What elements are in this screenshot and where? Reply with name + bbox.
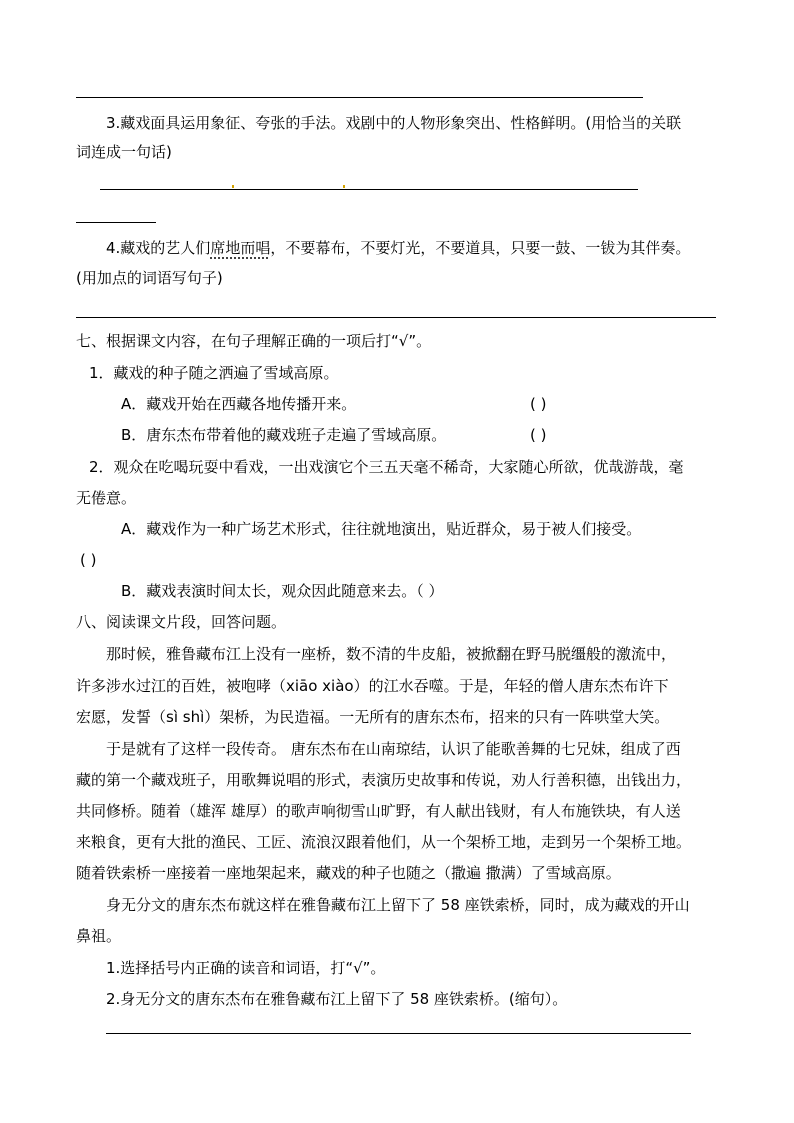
q4-dotted-phrase: 席地而唱 <box>210 239 271 257</box>
section8-heading: 八、阅读课文片段，回答问题。 <box>76 613 287 631</box>
q4-text-line1 <box>106 237 690 259</box>
q4-text-post: ，不要幕布，不要灯光，不要道具，只要一鼓、一钹为其伴奏。 <box>270 239 691 257</box>
q3-text-line1: 3.藏戏面具运用象征、夸张的手法。戏剧中的人物形象突出、性格鲜明。(用恰当的关联 <box>106 114 682 132</box>
passage-line: 藏的第一个藏戏班子，用歌舞说唱的形式，表演历史故事和传说，劝人行善积德，出钱出力， <box>76 771 692 789</box>
passage-line: 鼻祖。 <box>76 927 122 945</box>
sec7-q1-b-answer-paren[interactable]: ( ) <box>530 426 547 444</box>
sec7-q2-line1: 2．观众在吃喝玩耍中看戏，一出戏演它个三五天毫不稀奇，大家随心所欲，优哉游哉，毫 <box>89 458 684 476</box>
section7-heading: 七、根据课文内容，在句子理解正确的一项后打“√”。 <box>76 332 432 350</box>
sec7-q2-option-b: B．藏戏表演时间太长，观众因此随意来去。（ ） <box>121 582 444 600</box>
sec7-q1-option-b: B．唐东杰布带着他的藏戏班子走遍了雪域高原。 <box>121 426 447 444</box>
answer-line[interactable] <box>106 1033 691 1034</box>
q4-text-pre: 4.藏戏的艺人们 <box>106 239 211 257</box>
passage-line: 身无分文的唐东杰布就这样在雅鲁藏布江上留下了 58 座铁索桥，同时，成为藏戏的开山 <box>106 896 690 914</box>
answer-line[interactable] <box>76 97 643 98</box>
sec7-q2-line2: 无倦意。 <box>76 489 137 507</box>
passage-line: 于是就有了这样一段传奇。 唐东杰布在山南琼结，认识了能歌善舞的七兄妹，组成了西 <box>106 740 681 758</box>
passage-line: 那时候，雅鲁藏布江上没有一座桥，数不清的牛皮船，被掀翻在野马脱缰般的激流中， <box>106 645 677 663</box>
line-mark <box>343 185 345 188</box>
answer-line[interactable] <box>100 189 638 190</box>
passage-line: 许多涉水过江的百姓，被咆哮（xiāo xiào）的江水吞噬。于是，年轻的僧人唐东杰布许下 <box>76 677 669 695</box>
line-mark <box>232 185 234 188</box>
sec7-q1-option-a: A．藏戏开始在西藏各地传播开来。 <box>121 395 357 413</box>
answer-line[interactable] <box>76 317 716 318</box>
sec7-q1: 1．藏戏的种子随之洒遍了雪域高原。 <box>89 364 339 382</box>
passage-line: 随着铁索桥一座接着一座地架起来，藏戏的种子也随之（撒遍 撒满）了雪域高原。 <box>76 864 621 882</box>
passage-line: 来粮食，更有大批的渔民、工匠、流浪汉跟着他们，从一个架桥工地，走到另一个架桥工地。 <box>76 833 692 851</box>
sec7-q2-a-answer-paren[interactable]: ( ) <box>80 551 97 569</box>
passage-line: 宏愿，发誓（sì shì）架桥，为民造福。一无所有的唐东杰布，招来的只有一阵哄堂大笑。 <box>76 708 670 726</box>
q3-text-line2: 词连成一句话) <box>76 143 172 161</box>
passage-line: 共同修桥。随着（雄浑 雄厚）的歌声响彻雪山旷野，有人献出钱财，有人布施铁块，有人送 <box>76 802 681 820</box>
sec7-q2-option-a: A．藏戏作为一种广场艺术形式，往往就地演出，贴近群众，易于被人们接受。 <box>121 520 642 538</box>
sec7-q1-a-answer-paren[interactable]: ( ) <box>530 395 547 413</box>
answer-line[interactable] <box>76 222 156 223</box>
sec8-q1: 1.选择括号内正确的读音和词语，打“√”。 <box>106 959 386 977</box>
q4-text-line2: (用加点的词语写句子) <box>76 269 223 287</box>
sec8-q2: 2.身无分文的唐东杰布在雅鲁藏布江上留下了 58 座铁索桥。(缩句）。 <box>106 990 568 1008</box>
